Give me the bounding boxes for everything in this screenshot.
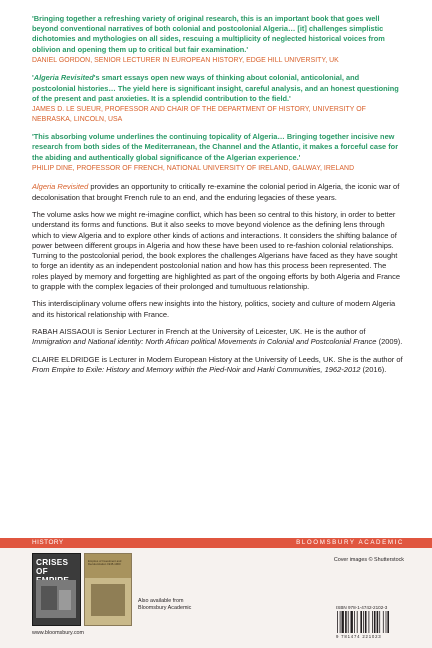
description-book-title: Algeria Revisited (32, 182, 89, 192)
description-paragraph-1 (32, 182, 404, 203)
review-attribution-2: JAMES D. LE SUEUR, PROFESSOR AND CHAIR OF THE DEPARTMENT OF HISTORY, UNIVERSITY OF NEBRASKA, LINCOLN, USA (32, 106, 366, 123)
author-bio-1 (32, 327, 404, 348)
author-bio-2-end: (2016). (360, 364, 387, 374)
cover-credit: Cover images © Shutterstock (333, 557, 404, 563)
description-paragraph-3: This interdisciplinary volume offers new insights into the history, politics, society and culture of modern Algeria and its historical relationship with France. (32, 299, 396, 319)
also-available-line-1: Also available from (138, 598, 184, 604)
related-book-cover-2 (84, 553, 132, 626)
author-bio-1-book: Immigration and National identity: North African political Movements in Colonial and Postcolonial France (32, 337, 377, 347)
also-available-note (138, 598, 191, 611)
review-attribution-1: DANIEL GORDON, SENIOR LECTURER IN EUROPEAN HISTORY, EDGE HILL UNIVERSITY, UK (32, 56, 339, 64)
back-cover-text (32, 14, 404, 382)
author-bio-1-start: RABAH AISSAOUI is Senior Lecturer in French at the University of Leicester, UK. He is the author of (32, 326, 366, 336)
description-p1-text: provides an opportunity to critically re-examine the colonial period in Algeria, the iconic war of decolonisation that brought French rule to an end, and the enduring legacies of these years. (32, 182, 400, 202)
barcode (336, 611, 404, 633)
author-bio-2-book: From Empire to Exile: History and Memory within the Pied-Noir and Harki Communities, 1962-2012 (32, 364, 361, 374)
publisher-label: BLOOMSBURY ACADEMIC (296, 539, 404, 546)
author-bio-2-start: CLAIRE ELDRIDGE is Lecturer in Modern European History at the University of Leeds, UK. She is the author of (32, 354, 403, 364)
review-quote-2-rest: 's smart essays open new ways of thinking about colonial, anticolonial, and postcolonial histories… The yield here is significant insight, careful analysis, and an honest questioning of the present and past anxieties. It is a splendid contribution to the field.' (32, 73, 399, 103)
review-quote-2 (32, 73, 404, 104)
category-label: HISTORY (32, 539, 64, 546)
related-book-1-figure-2 (59, 590, 71, 610)
review-quote-2-title: Algeria Revisited (33, 73, 94, 83)
author-bio-2 (32, 355, 404, 376)
isbn-label: ISBN 978-1-4742-2102-3 (336, 605, 388, 610)
review-quote-1: 'Bringing together a refreshing variety of original research, this is an important book that goes well beyond conventional narratives of both colonial and postcolonial Algeria… [it] challenges simplistic dichotomies and mythologies on all sides, rescuing a multiplicity of neglected historical voices from oblivion and opening them up to critical but fair examination.' (32, 14, 385, 54)
author-bio-1-end: (2009). (376, 337, 403, 347)
related-book-1-title: CRISES OF (36, 558, 69, 576)
also-available-line-2: Bloomsbury Academic (138, 604, 192, 611)
related-book-1-figure (41, 586, 57, 610)
related-book-cover-1 (32, 553, 81, 626)
barcode-number: 9 781474 221023 (336, 634, 382, 639)
review-quote-3: 'This absorbing volume underlines the continuing topicality of Algeria… Bringing together incisive new research from both sides of the Mediterranean, the Channel and the Atlantic, it makes a forceful case for the abiding and authentically global significance of the Algerian experience.' (32, 132, 399, 162)
publisher-website: www.bloomsbury.com (32, 630, 85, 636)
related-book-2-image (91, 584, 125, 616)
review-attribution-3: PHILIP DINE, PROFESSOR OF FRENCH, NATIONAL UNIVERSITY OF IRELAND, GALWAY, IRELAND (32, 164, 355, 172)
related-book-2-title: Empires of Investment and Decolonization 1945-1960 (88, 559, 122, 567)
review-quote-2-prefix: ' (32, 73, 34, 83)
description-paragraph-2: The volume asks how we might re-imagine conflict, which has been so central to this history, in order to better understand its forms and functions. But it also seeks to move beyond violence as the defining lens through which to view Algeria and to explore other kinds of actions and interactions. It considers the shifting balance of power between different groups in Algeria and how these have been used to re-fashion colonial relationships. Turning to the postcolonial period, the book explores the challenges Algerians have faced as they have sought to forge an identity as an independent postcolonial nation and how has this process been represented. The roles played by memory and forgetting are highlighted as part of the ongoing efforts by both Algeria and France to grapple with the complex legacies of their prolonged and tumultuous relationship. (32, 210, 401, 292)
